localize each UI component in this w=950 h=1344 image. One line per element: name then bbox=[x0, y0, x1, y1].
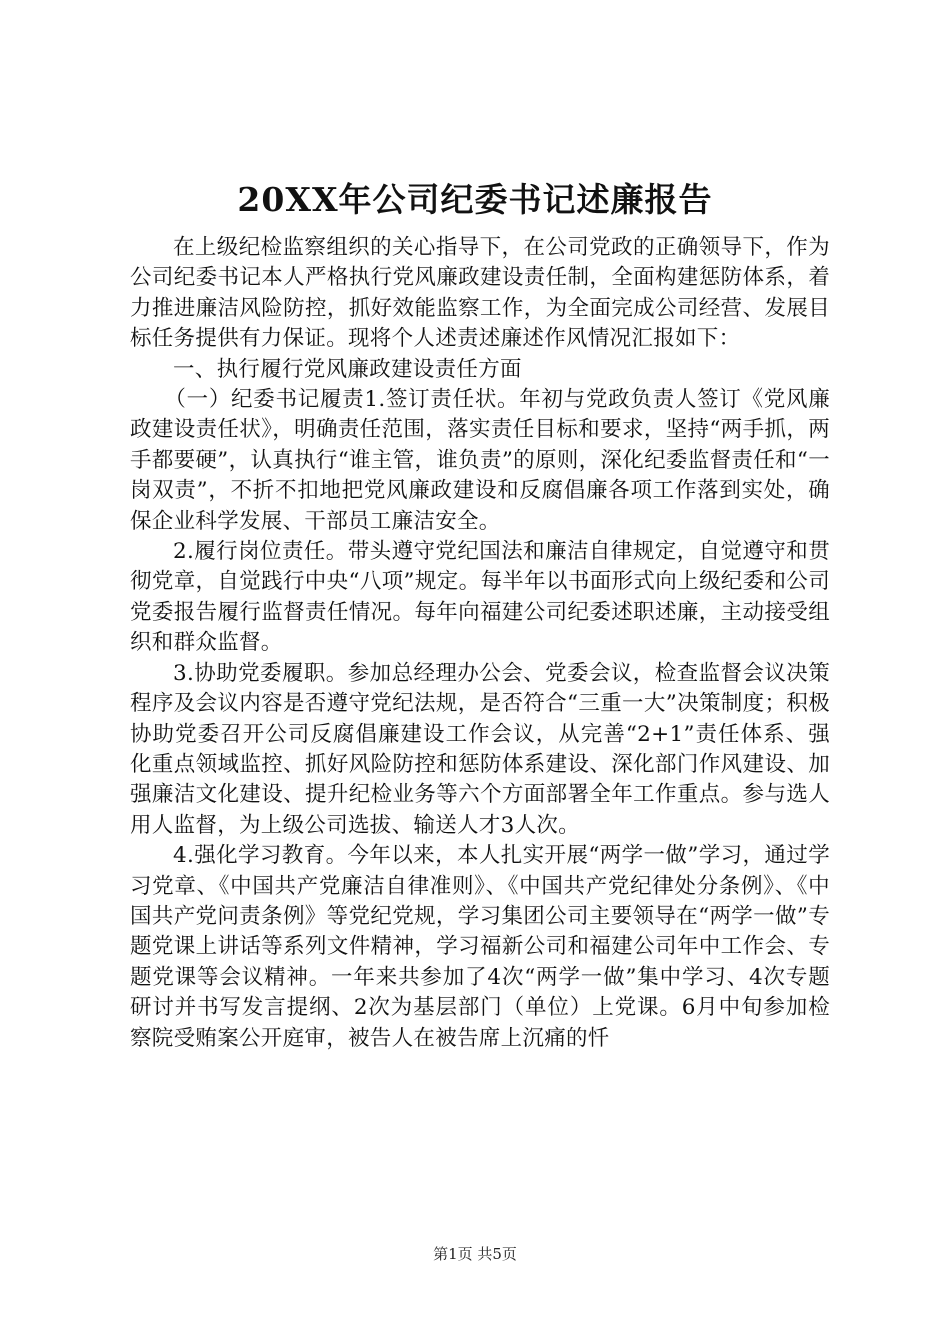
paragraph-item-4: 4.强化学习教育。今年以来，本人扎实开展“两学一做”学习，通过学习党章、《中国共产党廉洁自律准则》、《中国共产党纪律处分条例》、《中国共产党问责条例》等党纪党规，学习集团公司主要领导在“两学一做”专题党课上讲话等系列文件精神，学习福新公司和福建公司年中工作会、专题党课等会议精神。一年来共参加了4次“两学一做”集中学习、4次专题研讨并书写发言提纲、2次为基层部门（单位）上党课。6月中旬参加检察院受贿案公开庭审，被告人在被告席上沉痛的忏 bbox=[130, 843, 830, 1051]
paragraph-item-3: 3.协助党委履职。参加总经理办公会、党委会议，检查监督会议决策程序及会议内容是否遵守党纪法规，是否符合“三重一大”决策制度；积极协助党委召开公司反腐倡廉建设工作会议，从完善“2+1”责任体系、强化重点领域监控、抓好风险防控和惩防体系建设、深化部门作风建设、加强廉洁文化建设、提升纪检业务等六个方面部署全年工作重点。参与选人用人监督，为上级公司选拔、输送人才3人次。 bbox=[130, 660, 830, 838]
section-heading: 一、执行履行党风廉政建设责任方面 bbox=[173, 356, 522, 382]
paragraph-item-2: 2.履行岗位责任。带头遵守党纪国法和廉洁自律规定，自觉遵守和贯彻党章，自觉践行中央“八项”规定。每半年以书面形式向上级纪委和公司党委报告履行监督责任情况。每年向福建公司纪委述职述廉，主动接受组织和群众监督。 bbox=[130, 539, 830, 656]
page-footer: 第1页 共5页 bbox=[433, 1245, 517, 1263]
paragraph-item-1: （一）纪委书记履责1.签订责任状。年初与党政负责人签订《党风廉政建设责任状》，明确责任范围，落实责任目标和要求，坚持“两手抓，两手都要硬”，认真执行“谁主管，谁负责”的原则，深化纪委监督责任和“一岗双责”，不折不扣地把党风廉政建设和反腐倡廉各项工作落到实处，确保企业科学发展、干部员工廉洁安全。 bbox=[130, 387, 830, 534]
paragraph-intro: 在上级纪检监察组织的关心指导下，在公司党政的正确领导下，作为公司纪委书记本人严格执行党风廉政建设责任制，全面构建惩防体系，着力推进廉洁风险防控，抓好效能监察工作，为全面完成公司经营、发展目标任务提供有力保证。现将个人述责述廉述作风情况汇报如下： bbox=[130, 235, 830, 352]
document-title: 20XX年公司纪委书记述廉报告 bbox=[237, 180, 713, 219]
document-body bbox=[130, 233, 830, 1054]
